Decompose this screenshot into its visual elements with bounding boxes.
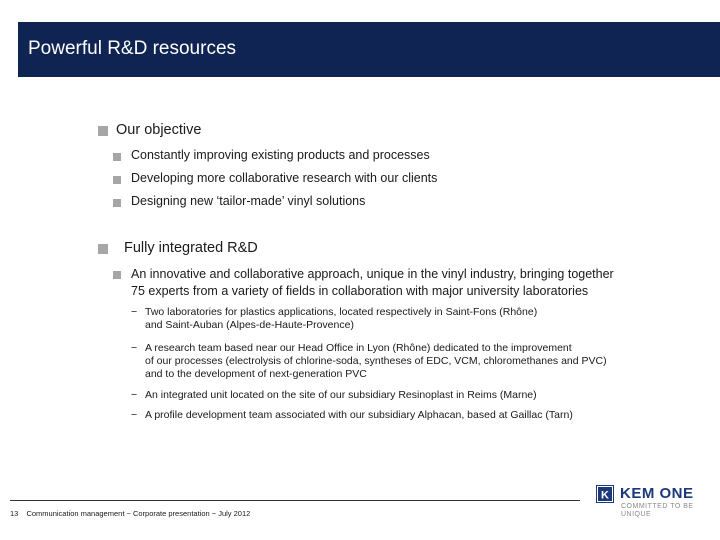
rnd-sub-item (131, 342, 691, 384)
rnd-heading-item (98, 240, 258, 256)
rnd-sub-line: Two laboratories for plastics applications, located respectively in Saint-Fons (Rhône) (145, 306, 538, 318)
slide-title: Powerful R&D resources (28, 38, 237, 59)
logo-tagline (621, 503, 694, 519)
square-bullet-icon (113, 153, 121, 161)
square-bullet-icon (113, 176, 121, 184)
rnd-heading: Fully integrated R&D (124, 240, 258, 256)
rnd-sub-item (131, 389, 691, 403)
objective-item (113, 171, 437, 185)
footer-rule (10, 500, 580, 501)
rnd-sub-item (131, 306, 691, 336)
rnd-intro-item (113, 266, 614, 300)
square-bullet-icon (113, 271, 121, 279)
rnd-intro-line: 75 experts from a variety of fields in collaboration with major university laboratories (131, 284, 589, 298)
rnd-sub-line: and to the development of next-generation PVC (145, 368, 367, 380)
rnd-sub-line: An integrated unit located on the site of our subsidiary Resinoplast in Reims (Marne) (145, 389, 537, 401)
objective-item (113, 148, 430, 162)
logo-tagline-line: COMMITTED TO BE (621, 503, 694, 510)
rnd-sub-line: and Saint-Auban (Alpes-de-Haute-Provence) (145, 319, 354, 331)
objective-item-text: Constantly improving existing products and processes (131, 148, 430, 162)
dash-bullet: − (131, 409, 138, 421)
square-bullet-icon (113, 199, 121, 207)
dash-bullet: − (131, 306, 138, 318)
objective-item (113, 194, 365, 208)
dash-bullet: − (131, 389, 138, 401)
rnd-intro-line: An innovative and collaborative approach, unique in the vinyl industry, bringing together (131, 267, 614, 281)
objective-heading: Our objective (116, 122, 202, 138)
logo-tagline-line: UNIQUE (621, 511, 652, 518)
square-bullet-icon (98, 244, 108, 254)
footer (10, 509, 250, 518)
footer-caption: Communication management − Corporate presentation − July 2012 (26, 509, 251, 518)
rnd-sub-line: of our processes (electrolysis of chlorine-soda, syntheses of EDC, VCM, chloromethanes and PVC) (145, 355, 607, 367)
page-number: 13 (10, 509, 19, 518)
logo-mark-letter: K (601, 489, 609, 502)
objective-heading-item (98, 122, 201, 138)
square-bullet-icon (98, 126, 108, 136)
logo-name: KEM ONE (620, 485, 694, 502)
dash-bullet: − (131, 342, 138, 354)
kemone-logo-icon (596, 485, 614, 503)
title-bar (18, 22, 720, 77)
objective-item-text: Designing new ‘tailor-made’ vinyl solutions (131, 194, 366, 208)
objective-item-text: Developing more collaborative research with our clients (131, 171, 438, 185)
rnd-sub-line: A research team based near our Head Office in Lyon (Rhône) dedicated to the improvement (145, 342, 572, 354)
rnd-sub-item (131, 409, 691, 423)
rnd-sub-line: A profile development team associated with our subsidiary Alphacan, based at Gaillac (Tarn) (145, 409, 573, 421)
